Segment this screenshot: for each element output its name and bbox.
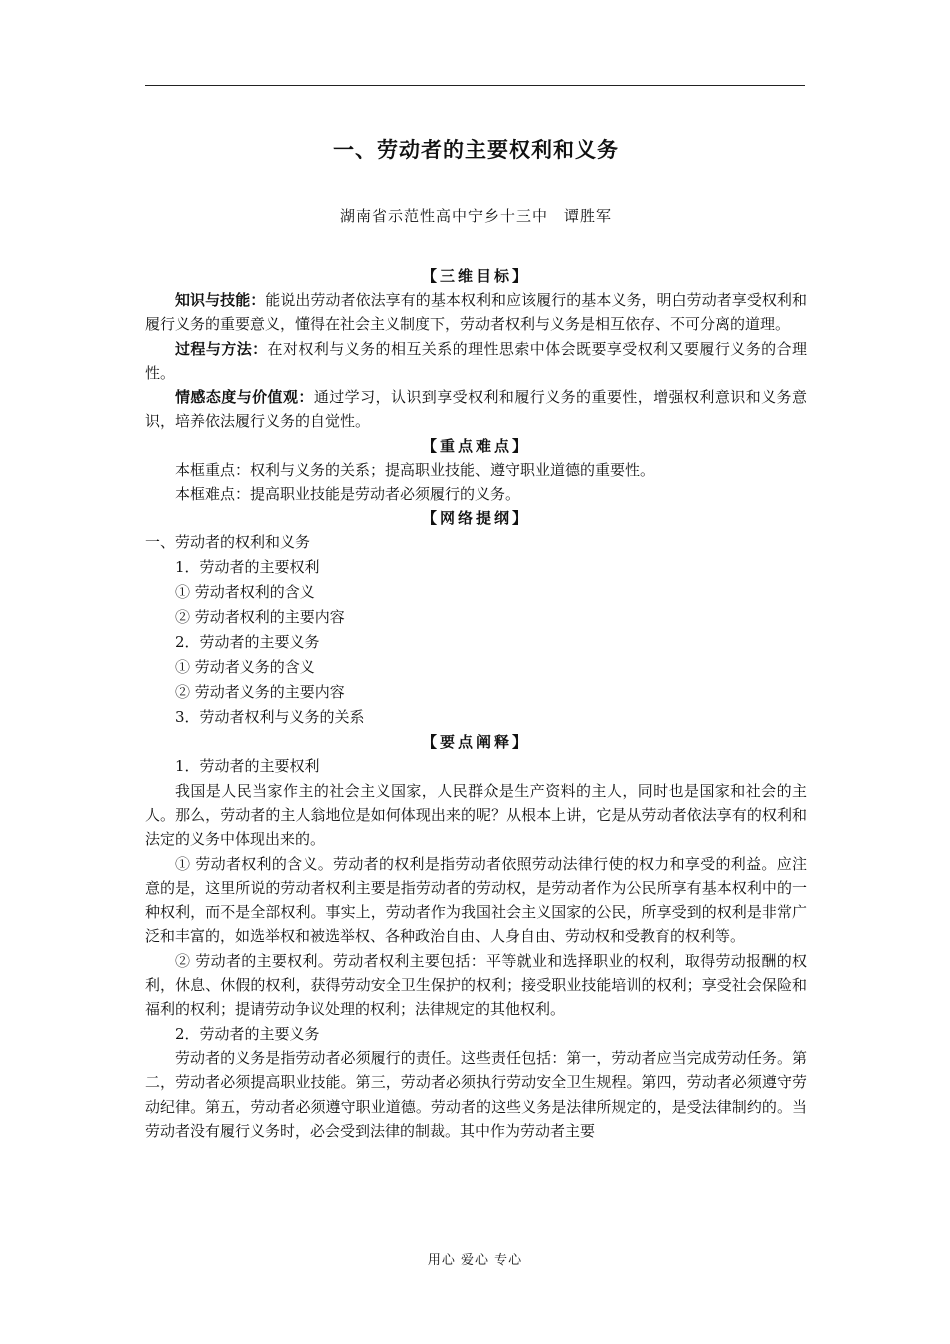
header-rule bbox=[145, 85, 805, 86]
objective-emotion-text: 通过学习，认识到享受权利和履行义务的重要性，增强权利意识和义务意识，培养依法履行义务的自觉性。 bbox=[145, 388, 807, 431]
objective-knowledge-text: 能说出劳动者依法享有的基本权利和应该履行的基本义务，明白劳动者享受权利和履行义务的重要意义，懂得在社会主义制度下，劳动者权利与义务是相互依存、不可分离的道理。 bbox=[145, 291, 807, 334]
outline-item: 2．劳动者的主要义务 bbox=[175, 633, 320, 652]
key-point-focus: 本框重点：权利与义务的关系；提高职业技能、遵守职业道德的重要性。 bbox=[175, 460, 656, 479]
objective-knowledge bbox=[145, 288, 807, 337]
explanation-paragraph: 我国是人民当家作主的社会主义国家，人民群众是生产资料的主人，同时也是国家和社会的主人。那么，劳动者的主人翁地位是如何体现出来的呢？从根本上讲，它是从劳动者依法享有的权利和法定的义务中体现出来的。 bbox=[145, 781, 807, 849]
section-heading-objectives: 【三维目标】 bbox=[421, 267, 530, 285]
explanation-paragraph: ① 劳动者权利的含义。劳动者的权利是指劳动者依照劳动法律行使的权力和享受的利益。应注意的是，这里所说的劳动者权利主要是指劳动者的劳动权，是劳动者作为公民所享有基本权利中的一种权利，而不是全部权利。事实上，劳动者作为我国社会主义国家的公民，所享受到的权利是非常广泛和丰富的，如选举权和被选举权、各种政治自由、人身自由、劳动权和受教育的权利等。 bbox=[145, 854, 807, 946]
outline-root: 一、劳动者的权利和义务 bbox=[145, 533, 311, 552]
objective-process bbox=[145, 337, 807, 386]
objective-process-label: 过程与方法： bbox=[175, 339, 268, 358]
outline-item: ① 劳动者义务的含义 bbox=[175, 658, 315, 677]
explanation-paragraph: ② 劳动者的主要权利。劳动者权利主要包括：平等就业和选择职业的权利，取得劳动报酬的权利，休息、休假的权利，获得劳动安全卫生保护的权利；接受职业技能培训的权利；享受社会保险和福利的权利；提请劳动争议处理的权利；法律规定的其他权利。 bbox=[145, 951, 807, 1019]
section-heading-outline: 【网络提纲】 bbox=[421, 509, 530, 528]
explanation-heading-rights: 1．劳动者的主要权利 bbox=[175, 757, 320, 776]
outline-item: 3．劳动者权利与义务的关系 bbox=[175, 708, 365, 727]
section-heading-key-points: 【重点难点】 bbox=[421, 436, 530, 455]
outline-item: ② 劳动者权利的主要内容 bbox=[175, 608, 345, 627]
document-body bbox=[145, 134, 807, 1143]
objective-emotion-label: 情感态度与价值观： bbox=[175, 388, 314, 407]
explanation-paragraph: 劳动者的义务是指劳动者必须履行的责任。这些责任包括：第一，劳动者应当完成劳动任务。第二，劳动者必须提高职业技能。第三，劳动者必须执行劳动安全卫生规程。第四，劳动者必须遵守劳动纪律。第五，劳动者必须遵守职业道德。劳动者的这些义务是法律所规定的，是受法律制约的。当劳动者没有履行义务时，必会受到法律的制裁。其中作为劳动者主要 bbox=[145, 1048, 807, 1140]
objective-knowledge-label: 知识与技能： bbox=[175, 291, 266, 309]
outline-item: 1．劳动者的主要权利 bbox=[175, 558, 320, 577]
objective-emotion bbox=[145, 385, 807, 434]
section-heading-explanation: 【要点阐释】 bbox=[421, 733, 530, 752]
document-title: 一、劳动者的主要权利和义务 bbox=[333, 137, 619, 162]
key-point-difficulty: 本框难点：提高职业技能是劳动者必须履行的义务。 bbox=[175, 485, 521, 504]
page-footer: 用心 爱心 专心 bbox=[427, 1253, 523, 1268]
author-line: 湖南省示范性高中宁乡十三中 谭胜军 bbox=[339, 207, 612, 225]
objective-process-text: 在对权利与义务的相互关系的理性思索中体会既要享受权利又要履行义务的合理性。 bbox=[145, 339, 807, 382]
outline-item: ② 劳动者义务的主要内容 bbox=[175, 683, 345, 702]
explanation-heading-duties: 2．劳动者的主要义务 bbox=[175, 1024, 320, 1043]
outline-item: ① 劳动者权利的含义 bbox=[175, 583, 315, 602]
